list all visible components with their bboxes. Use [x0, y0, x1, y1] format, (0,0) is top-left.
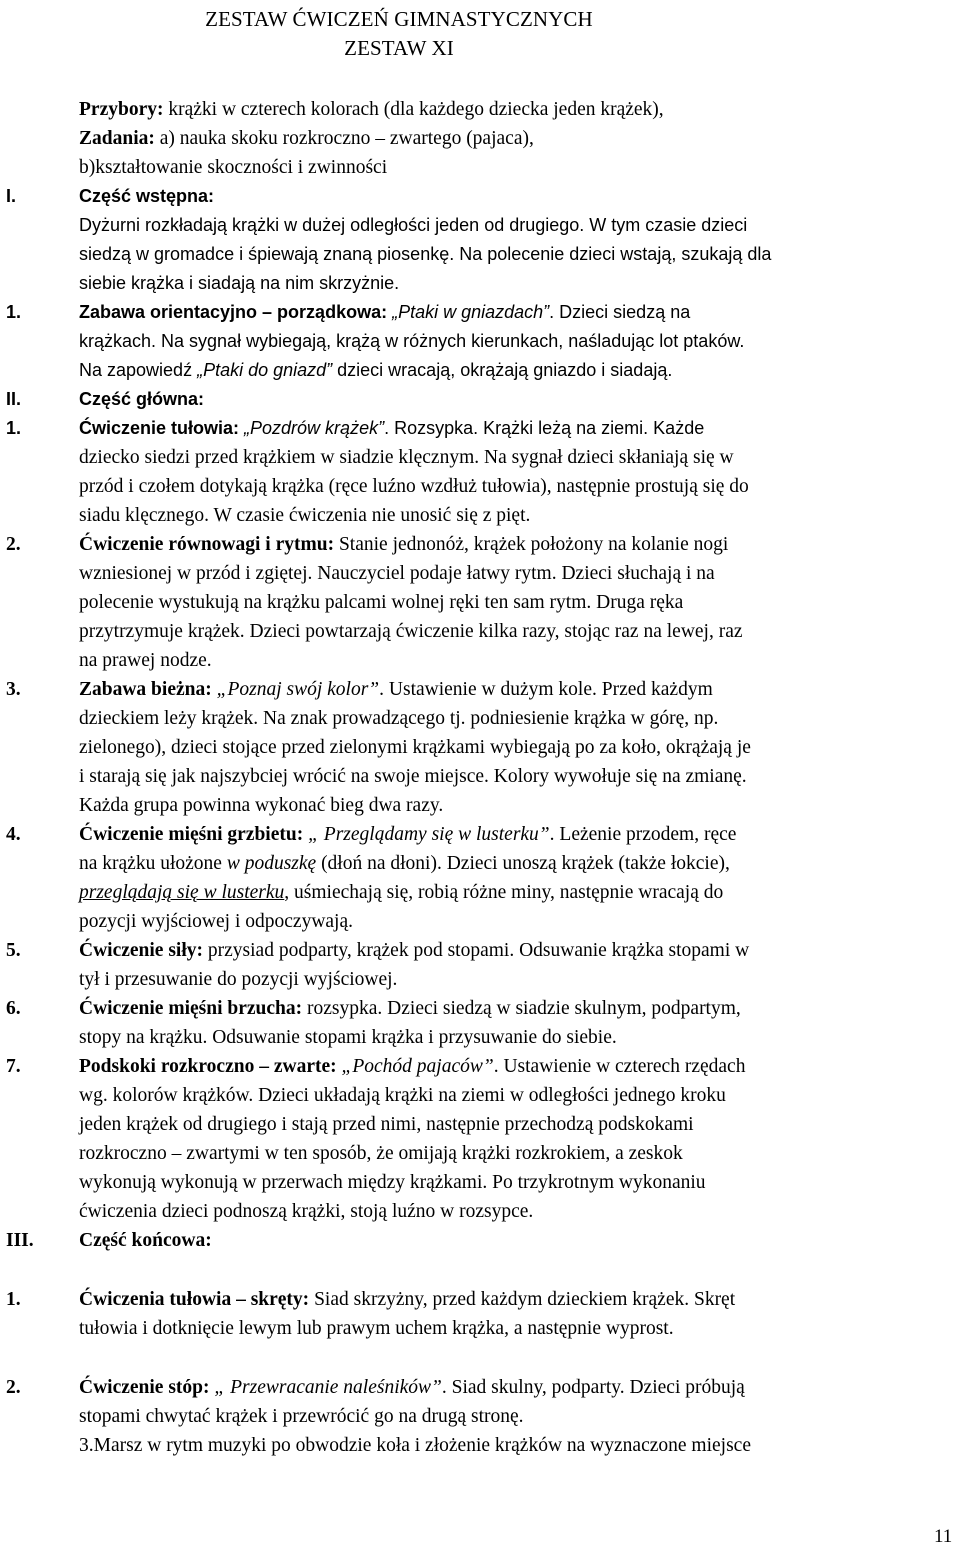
- part2-ex7-line: ćwiczenia dzieci podnoszą krążki, stoją luźno w rozsypce.: [79, 1201, 534, 1222]
- part2-ex5-line: tył i przesuwanie do pozycji wyjściowej.: [79, 969, 398, 990]
- part3-heading: Część końcowa:: [79, 1230, 212, 1251]
- part3-ex2-title: „ Przewracanie naleśników”: [209, 1377, 442, 1398]
- part2-ex7-title: „Pochód pajaców”: [336, 1056, 494, 1077]
- part2-ex6-first-line: Ćwiczenie mięśni brzucha: rozsypka. Dzieci siedzą w siadzie skulnym, podpartym,: [79, 998, 741, 1019]
- document-title: ZESTAW ĆWICZEŃ GIMNASTYCZNYCH: [205, 7, 593, 31]
- part2-ex7-line: wykonują wykonują w przerwach między krążkami. Po trzykrotnym wykonaniu: [79, 1172, 706, 1193]
- part2-ex3-number: 3.: [6, 679, 21, 700]
- part3-ex1-first-line: Ćwiczenia tułowia – skręty: Siad skrzyżny, przed każdym dzieckiem krążek. Skręt: [79, 1289, 736, 1310]
- part2-ex2-line: na prawej nodze.: [79, 650, 212, 671]
- part2-ex3-first-line: Zabawa bieżna: „Poznaj swój kolor”. Ustawienie w dużym kole. Przed każdym: [79, 679, 713, 700]
- part2-ex1-label: Ćwiczenie tułowia:: [79, 418, 240, 438]
- part3-ex1-line: tułowia i dotknięcie lewym lub prawym uchem krążka, a następnie wyprost.: [79, 1318, 674, 1339]
- part1-item1-title: „Ptaki w gniazdach”: [387, 302, 550, 322]
- part2-heading: Część główna:: [79, 389, 205, 409]
- part2-ex5-first-line: Ćwiczenie siły: przysiad podparty, krążek pod stopami. Odsuwanie krążka stopami w: [79, 940, 750, 961]
- part2-ex4-number: 4.: [6, 824, 21, 845]
- part2-ex1-title: „Pozdrów krążek”: [239, 418, 385, 438]
- part2-ex2-label: Ćwiczenie równowagi i rytmu:: [79, 534, 335, 555]
- part3-ex2-label: Ćwiczenie stóp:: [79, 1377, 210, 1398]
- part2-ex7-line: wg. kolorów krążków. Dzieci układają krążki na ziemi w odległości jednego kroku: [79, 1085, 726, 1106]
- part2-ex2-line: przytrzymuje krążek. Dzieci powtarzają ćwiczenie kilka razy, stojąc raz na lewej, raz: [79, 621, 743, 642]
- document-subtitle: ZESTAW XI: [344, 36, 454, 60]
- part2-ex3-line: dzieckiem leży krążek. Na znak prowadzącego tj. podniesienie krążka w górę, np.: [79, 708, 719, 729]
- part2-ex1-line: dziecko siedzi przed krążkiem w siadzie klęcznym. Na sygnał dzieci skłaniają się w: [79, 447, 734, 468]
- part2-ex6-label: Ćwiczenie mięśni brzucha:: [79, 998, 303, 1019]
- part2-ex5-number: 5.: [6, 940, 21, 961]
- part2-ex3-title: „Poznaj swój kolor”: [211, 679, 380, 700]
- part1-text-line: siedzą w gromadce i śpiewają znaną piosenkę. Na polecenie dzieci wstają, szukają dla: [79, 244, 772, 264]
- part1-item1-line: krążkach. Na sygnał wybiegają, krążą w różnych kierunkach, naśladując lot ptaków.: [79, 331, 745, 351]
- part1-item1-label: Zabawa orientacyjno – porządkowa:: [79, 302, 388, 322]
- part2-ex2-number: 2.: [6, 534, 21, 555]
- przybory-label: Przybory:: [79, 99, 164, 120]
- part2-ex7-first-line: Podskoki rozkroczno – zwarte: „Pochód pajaców”. Ustawienie w czterech rzędach: [79, 1056, 746, 1077]
- part2-ex4-title: „ Przeglądamy się w lusterku”: [303, 824, 550, 845]
- part3-ex1-label: Ćwiczenia tułowia – skręty:: [79, 1289, 310, 1310]
- part2-ex2-first-line: Ćwiczenie równowagi i rytmu: Stanie jednonóż, krążek położony na kolanie nogi: [79, 534, 729, 555]
- part2-ex6-line: stopy na krążku. Odsuwanie stopami krążka i przysuwanie do siebie.: [79, 1027, 617, 1048]
- zadania-label: Zadania:: [79, 128, 155, 149]
- part1-heading: Część wstępna:: [79, 186, 215, 206]
- part1-item1-line: Na zapowiedź „Ptaki do gniazd” dzieci wracają, okrążają gniazdo i siadają.: [79, 360, 673, 380]
- part3-marker: III.: [6, 1230, 34, 1251]
- zadania-text: a) nauka skoku rozkroczno – zwartego (pajaca),: [154, 128, 534, 149]
- part2-ex3-line: Każda grupa powinna wykonać bieg dwa razy.: [79, 795, 444, 816]
- przybory-text: krążki w czterech kolorach (dla każdego dziecka jeden krążek),: [163, 99, 664, 120]
- part2-ex7-label: Podskoki rozkroczno – zwarte:: [79, 1056, 337, 1077]
- part1-item1-first-line: Zabawa orientacyjno – porządkowa: „Ptaki w gniazdach”. Dzieci siedzą na: [79, 302, 691, 322]
- part3-ex2-line: stopami chwytać krążek i przewrócić go na drugą stronę.: [79, 1406, 524, 1427]
- part1-text-line: Dyżurni rozkładają krążki w dużej odległości jeden od drugiego. W tym czasie dzieci: [79, 215, 748, 235]
- part2-ex1-line: przód i czołem dotykają krążka (ręce luźno wzdłuż tułowia), następnie prostują się do: [79, 476, 749, 497]
- part2-ex4-label: Ćwiczenie mięśni grzbietu:: [79, 824, 304, 845]
- part2-ex3-line: zielonego), dzieci stojące przed zielonymi krążkami wybiegają po za koło, okrążają je: [79, 737, 751, 758]
- part2-marker: II.: [6, 389, 22, 409]
- part2-ex3-line: i starają się jak najszybciej wrócić na swoje miejsce. Kolory wywołuje się na zmianę.: [79, 766, 747, 787]
- part2-ex1-first-line: Ćwiczenie tułowia: „Pozdrów krążek”. Rozsypka. Krążki leżą na ziemi. Każde: [79, 418, 705, 438]
- part3-ex2-number: 2.: [6, 1377, 21, 1398]
- part3-ex2-first-line: Ćwiczenie stóp: „ Przewracanie naleśników”. Siad skulny, podparty. Dzieci próbują: [79, 1377, 745, 1398]
- part3-ex1-number: 1.: [6, 1289, 21, 1310]
- part2-ex7-line: rozkroczno – zwartymi w ten sposób, że omijają krążki rozkrokiem, a zeskok: [79, 1143, 683, 1164]
- part2-ex3-label: Zabawa bieżna:: [79, 679, 212, 700]
- part1-text-line: siebie krążka i siadają na nim skrzyżnie.: [79, 273, 400, 293]
- part2-ex4-line: na krążku ułożone w poduszkę (dłoń na dłoni). Dzieci unoszą krążek (także łokcie),: [79, 853, 730, 874]
- zadania-line: [79, 124, 959, 153]
- part2-ex5-label: Ćwiczenie siły:: [79, 940, 204, 961]
- part2-ex2-line: wzniesionej w przód i zgiętej. Nauczyciel podaje łatwy rytm. Dzieci słuchają i na: [79, 563, 715, 584]
- part1-item1-number: 1.: [6, 302, 22, 322]
- zadania-continuation: b)kształtowanie skoczności i zwinności: [79, 157, 388, 178]
- part2-ex6-number: 6.: [6, 998, 21, 1019]
- part2-ex7-number: 7.: [6, 1056, 21, 1077]
- part2-ex1-line: siadu klęcznego. W czasie ćwiczenia nie unosić się z pięt.: [79, 505, 531, 526]
- part2-ex4-line: pozycji wyjściowej i odpoczywają.: [79, 911, 353, 932]
- part2-ex4-line: przeglądają się w lusterku, uśmiechają się, robią różne miny, następnie wracają do: [79, 882, 724, 903]
- przybory-line: [79, 95, 959, 124]
- page-number: 11: [934, 1526, 953, 1547]
- part2-ex1-number: 1.: [6, 418, 22, 438]
- part2-ex2-line: polecenie wystukują na krążku palcami wolnej ręki ten sam rytm. Druga ręka: [79, 592, 684, 613]
- part1-marker: I.: [6, 186, 17, 206]
- part2-ex7-line: jeden krążek od drugiego i stają przed nimi, następnie przechodzą podskokami: [79, 1114, 694, 1135]
- part3-ex3-line: 3.Marsz w rytm muzyki po obwodzie koła i złożenie krążków na wyznaczone miejsce: [79, 1435, 751, 1456]
- part2-ex4-first-line: Ćwiczenie mięśni grzbietu: „ Przeglądamy się w lusterku”. Leżenie przodem, ręce: [79, 824, 737, 845]
